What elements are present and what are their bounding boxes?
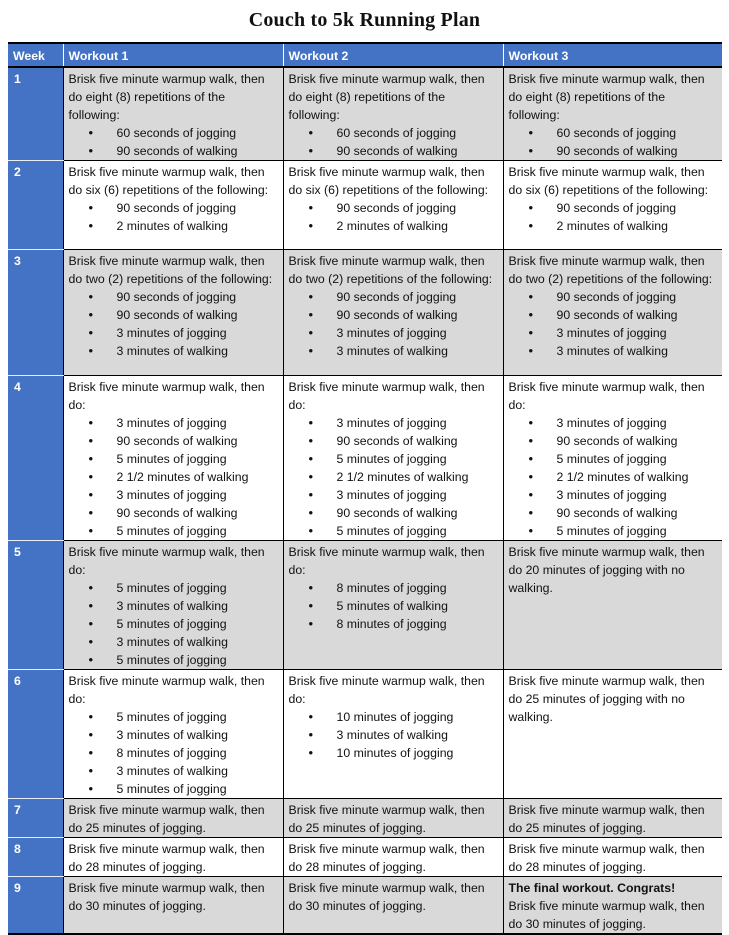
interval-item: • 90 seconds of walking [557, 432, 719, 450]
interval-item: • 5 minutes of jogging [557, 522, 719, 540]
week-number: 6 [8, 670, 63, 799]
interval-item: • 3 minutes of walking [557, 342, 719, 360]
interval-item: • 5 minutes of walking [337, 597, 499, 615]
header-week: Week [8, 43, 63, 67]
table-row [8, 541, 722, 670]
workout-intro: Brisk five minute warmup walk, then do: [508, 380, 705, 412]
workout-intro: Brisk five minute warmup walk, then do six (6) repetitions of the following: [68, 165, 269, 197]
workout-cell [63, 838, 283, 877]
interval-item: • 90 seconds of walking [117, 432, 279, 450]
interval-item: • 5 minutes of jogging [117, 522, 279, 540]
interval-item: • 5 minutes of jogging [337, 450, 499, 468]
running-plan-table [8, 42, 722, 935]
interval-item: • 2 1/2 minutes of walking [337, 468, 499, 486]
workout-intro: Brisk five minute warmup walk, then do 25 minutes of jogging. [508, 803, 705, 835]
header-workout-2: Workout 2 [283, 43, 503, 67]
interval-item: • 3 minutes of jogging [337, 414, 499, 432]
workout-intro: Brisk five minute warmup walk, then do two (2) repetitions of the following: [508, 254, 713, 286]
interval-item: • 60 seconds of jogging [337, 124, 499, 142]
workout-cell [503, 250, 722, 376]
week-number: 4 [8, 376, 63, 541]
interval-item: • 90 seconds of jogging [337, 199, 499, 217]
interval-item: • 5 minutes of jogging [117, 780, 279, 798]
workout-cell [503, 799, 722, 838]
interval-item: • 5 minutes of jogging [117, 708, 279, 726]
interval-list [69, 199, 279, 235]
workout-intro: Brisk five minute warmup walk, then do six (6) repetitions of the following: [508, 165, 709, 197]
table-row [8, 877, 722, 935]
interval-item: • 90 seconds of walking [557, 306, 719, 324]
interval-item: • 5 minutes of jogging [117, 450, 279, 468]
workout-intro: Brisk five minute warmup walk, then do: [288, 380, 485, 412]
interval-item: • 3 minutes of jogging [117, 324, 279, 342]
workout-intro: Brisk five minute warmup walk, then do 25 minutes of jogging. [288, 803, 485, 835]
interval-item: • 60 seconds of jogging [117, 124, 279, 142]
interval-item: • 90 seconds of walking [337, 306, 499, 324]
workout-intro: Brisk five minute warmup walk, then do: [288, 545, 485, 577]
interval-item: • 3 minutes of jogging [337, 486, 499, 504]
interval-item: • 5 minutes of jogging [337, 522, 499, 540]
week-number: 8 [8, 838, 63, 877]
week-number: 5 [8, 541, 63, 670]
workout-intro: Brisk five minute warmup walk, then do eight (8) repetitions of the following: [288, 72, 485, 122]
interval-item: • 5 minutes of jogging [557, 450, 719, 468]
interval-list [289, 288, 499, 360]
workout-intro: Brisk five minute warmup walk, then do 28 minutes of jogging. [68, 842, 265, 874]
interval-item: • 90 seconds of jogging [557, 199, 719, 217]
interval-item: • 3 minutes of jogging [557, 486, 719, 504]
interval-item: • 5 minutes of jogging [117, 615, 279, 633]
workout-cell [63, 67, 283, 161]
workout-cell [503, 670, 722, 799]
table-row [8, 670, 722, 799]
header-workout-3: Workout 3 [503, 43, 722, 67]
workout-intro: Brisk five minute warmup walk, then do: [288, 674, 485, 706]
workout-intro: Brisk five minute warmup walk, then do: [68, 380, 265, 412]
interval-item: • 90 seconds of walking [557, 142, 719, 160]
workout-cell [283, 161, 503, 250]
header-row [8, 43, 722, 67]
workout-cell [283, 67, 503, 161]
workout-intro: Brisk five minute warmup walk, then do six (6) repetitions of the following: [288, 165, 489, 197]
workout-cell [283, 877, 503, 935]
workout-cell [283, 376, 503, 541]
workout-cell [503, 67, 722, 161]
week-number: 3 [8, 250, 63, 376]
workout-intro: Brisk five minute warmup walk, then do 20 minutes of jogging with no walking. [508, 545, 705, 595]
workout-intro: Brisk five minute warmup walk, then do two (2) repetitions of the following: [288, 254, 493, 286]
interval-list [289, 414, 499, 540]
header-workout-1: Workout 1 [63, 43, 283, 67]
workout-cell [503, 376, 722, 541]
workout-intro: Brisk five minute warmup walk, then do 25 minutes of jogging with no walking. [508, 674, 705, 724]
interval-item: • 2 minutes of walking [557, 217, 719, 235]
interval-list [509, 124, 719, 160]
workout-cell [63, 376, 283, 541]
week-number: 9 [8, 877, 63, 935]
interval-item: • 3 minutes of jogging [337, 324, 499, 342]
workout-intro: Brisk five minute warmup walk, then do 30 minutes of jogging. [288, 881, 485, 913]
interval-item: • 3 minutes of jogging [557, 324, 719, 342]
interval-item: • 90 seconds of walking [337, 142, 499, 160]
interval-item: • 60 seconds of jogging [557, 124, 719, 142]
interval-list [69, 124, 279, 160]
interval-item: • 90 seconds of walking [117, 142, 279, 160]
workout-intro: Brisk five minute warmup walk, then do 30 minutes of jogging. [508, 899, 705, 931]
workout-cell [63, 877, 283, 935]
table-row [8, 838, 722, 877]
interval-list [69, 414, 279, 540]
table-row [8, 67, 722, 161]
interval-item: • 10 minutes of jogging [337, 708, 499, 726]
plan-body [8, 67, 722, 934]
page-title: Couch to 5k Running Plan [248, 9, 481, 31]
interval-item: • 90 seconds of walking [557, 504, 719, 522]
workout-intro: Brisk five minute warmup walk, then do: [68, 674, 265, 706]
workout-intro: Brisk five minute warmup walk, then do 28 minutes of jogging. [288, 842, 485, 874]
interval-item: • 2 minutes of walking [337, 217, 499, 235]
interval-list [289, 579, 499, 633]
interval-item: • 3 minutes of walking [337, 342, 499, 360]
interval-list [69, 579, 279, 669]
interval-item: • 5 minutes of jogging [117, 651, 279, 669]
workout-intro: Brisk five minute warmup walk, then do eight (8) repetitions of the following: [508, 72, 705, 122]
workout-cell [63, 250, 283, 376]
interval-item: • 90 seconds of jogging [117, 288, 279, 306]
interval-item: • 3 minutes of walking [117, 342, 279, 360]
workout-intro: Brisk five minute warmup walk, then do two (2) repetitions of the following: [68, 254, 273, 286]
interval-item: • 2 1/2 minutes of walking [557, 468, 719, 486]
interval-item: • 2 1/2 minutes of walking [117, 468, 279, 486]
table-row [8, 161, 722, 250]
workout-intro: Brisk five minute warmup walk, then do 30 minutes of jogging. [68, 881, 265, 913]
interval-item: • 10 minutes of jogging [337, 744, 499, 762]
week-number: 7 [8, 799, 63, 838]
interval-item: • 3 minutes of jogging [557, 414, 719, 432]
workout-cell [283, 541, 503, 670]
interval-list [69, 708, 279, 798]
interval-item: • 8 minutes of jogging [117, 744, 279, 762]
interval-item: • 90 seconds of jogging [337, 288, 499, 306]
interval-list [289, 199, 499, 235]
workout-cell [503, 838, 722, 877]
interval-list [509, 288, 719, 360]
workout-intro: Brisk five minute warmup walk, then do 25 minutes of jogging. [68, 803, 265, 835]
workout-cell [283, 799, 503, 838]
interval-item: • 8 minutes of jogging [337, 615, 499, 633]
interval-item: • 3 minutes of walking [117, 726, 279, 744]
interval-item: • 3 minutes of walking [117, 762, 279, 780]
interval-item: • 90 seconds of walking [337, 432, 499, 450]
workout-intro: Brisk five minute warmup walk, then do 28 minutes of jogging. [508, 842, 705, 874]
workout-cell [503, 161, 722, 250]
workout-cell [503, 877, 722, 935]
interval-list [509, 414, 719, 540]
interval-item: • 2 minutes of walking [117, 217, 279, 235]
workout-cell [63, 799, 283, 838]
congrats-note: The final workout. Congrats! [508, 881, 676, 895]
table-row [8, 250, 722, 376]
workout-cell [63, 161, 283, 250]
interval-item: • 3 minutes of walking [117, 597, 279, 615]
interval-item: • 3 minutes of jogging [117, 486, 279, 504]
workout-cell [283, 670, 503, 799]
interval-item: • 90 seconds of walking [117, 306, 279, 324]
workout-intro: Brisk five minute warmup walk, then do eight (8) repetitions of the following: [68, 72, 265, 122]
workout-cell [503, 541, 722, 670]
interval-list [69, 288, 279, 360]
table-row [8, 799, 722, 838]
workout-cell [283, 250, 503, 376]
interval-item: • 3 minutes of walking [337, 726, 499, 744]
interval-list [509, 199, 719, 235]
interval-list [289, 708, 499, 762]
interval-item: • 3 minutes of jogging [117, 414, 279, 432]
workout-cell [283, 838, 503, 877]
interval-list [289, 124, 499, 160]
workout-cell [63, 541, 283, 670]
table-row [8, 376, 722, 541]
interval-item: • 3 minutes of walking [117, 633, 279, 651]
workout-intro: Brisk five minute warmup walk, then do: [68, 545, 265, 577]
week-number: 1 [8, 67, 63, 161]
interval-item: • 90 seconds of walking [337, 504, 499, 522]
week-number: 2 [8, 161, 63, 250]
workout-cell [63, 670, 283, 799]
interval-item: • 8 minutes of jogging [337, 579, 499, 597]
interval-item: • 5 minutes of jogging [117, 579, 279, 597]
interval-item: • 90 seconds of walking [117, 504, 279, 522]
interval-item: • 90 seconds of jogging [117, 199, 279, 217]
interval-item: • 90 seconds of jogging [557, 288, 719, 306]
